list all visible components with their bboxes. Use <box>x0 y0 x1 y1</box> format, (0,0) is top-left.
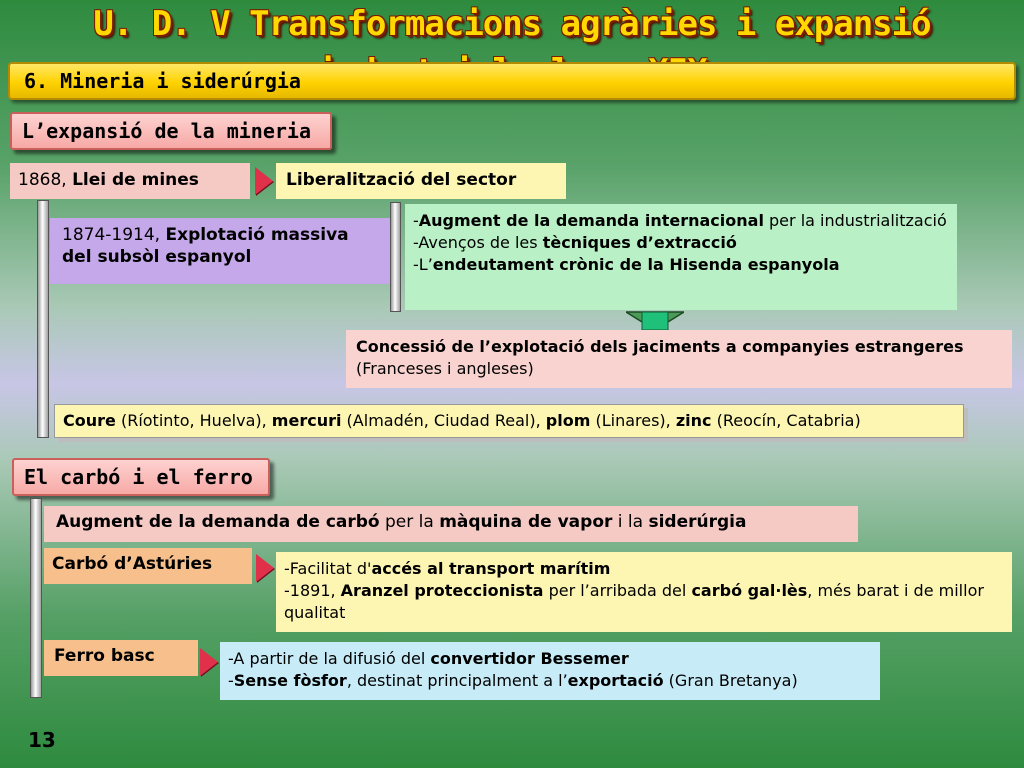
asturias-details-box <box>276 552 1012 632</box>
asturias-line: -Facilitat d'accés al transport marítim <box>284 559 611 578</box>
arrow-down-icon <box>626 310 684 332</box>
basque-line: -A partir de la difusió del convertidor Bessemer <box>228 649 629 668</box>
law-year: 1868, <box>18 170 73 190</box>
mining-law-box <box>10 163 250 199</box>
minerals-box: Coure (Ríotinto, Huelva), mercuri (Almadén, Ciudad Real), plom (Linares), zinc (Reocín, Catabria) <box>54 404 964 438</box>
section-heading-mining: L’expansió de la mineria <box>10 112 332 150</box>
causes-box <box>405 204 957 310</box>
liberalization-box <box>276 163 566 199</box>
slide-title: U. D. V Transformacions agràries i expansió <box>93 4 931 44</box>
slide-subtitle: 6. Mineria i siderúrgia <box>8 62 1016 100</box>
bracket-bar <box>390 202 401 312</box>
asturias-line: -1891, Aranzel proteccionista per l’arribada del carbó gal·lès, més barat i de millor qualitat <box>284 581 984 622</box>
concession-box <box>346 330 1012 388</box>
exploitation-years: 1874-1914, <box>62 225 166 245</box>
asturias-label-box <box>44 548 252 584</box>
concession-bold: Concessió de l’explotació dels jaciments a companyies estrangeres <box>356 337 964 356</box>
cause-line: -L’endeutament crònic de la Hisenda espanyola <box>413 255 840 274</box>
basque-label: Ferro basc <box>54 646 155 666</box>
arrow-right-icon <box>200 648 218 676</box>
basque-details-box <box>220 642 880 700</box>
arrow-right-icon <box>255 167 273 195</box>
cause-line: -Augment de la demanda internacional per la industrialització <box>413 211 947 230</box>
cause-line: -Avenços de les tècniques d’extracció <box>413 233 737 252</box>
concession-rest: (Franceses i angleses) <box>356 359 534 378</box>
basque-line: -Sense fòsfor, destinat principalment a l’exportació (Gran Bretanya) <box>228 671 798 690</box>
law-name: Llei de mines <box>72 170 199 190</box>
timeline-bar-2 <box>30 498 42 698</box>
exploitation-box <box>50 218 390 284</box>
liberalization-text: Liberalització del sector <box>286 170 517 190</box>
basque-label-box <box>44 640 198 676</box>
section-heading-coal-iron: El carbó i el ferro <box>12 458 270 496</box>
page-number: 13 <box>28 728 56 752</box>
asturias-label: Carbó d’Astúries <box>52 554 213 574</box>
arrow-right-icon <box>256 554 274 582</box>
exploitation-text: Explotació massiva del subsòl espanyol <box>62 225 349 267</box>
coal-demand-box: Augment de la demanda de carbó per la màquina de vapor i la siderúrgia <box>44 506 858 542</box>
timeline-bar-1 <box>37 200 49 438</box>
